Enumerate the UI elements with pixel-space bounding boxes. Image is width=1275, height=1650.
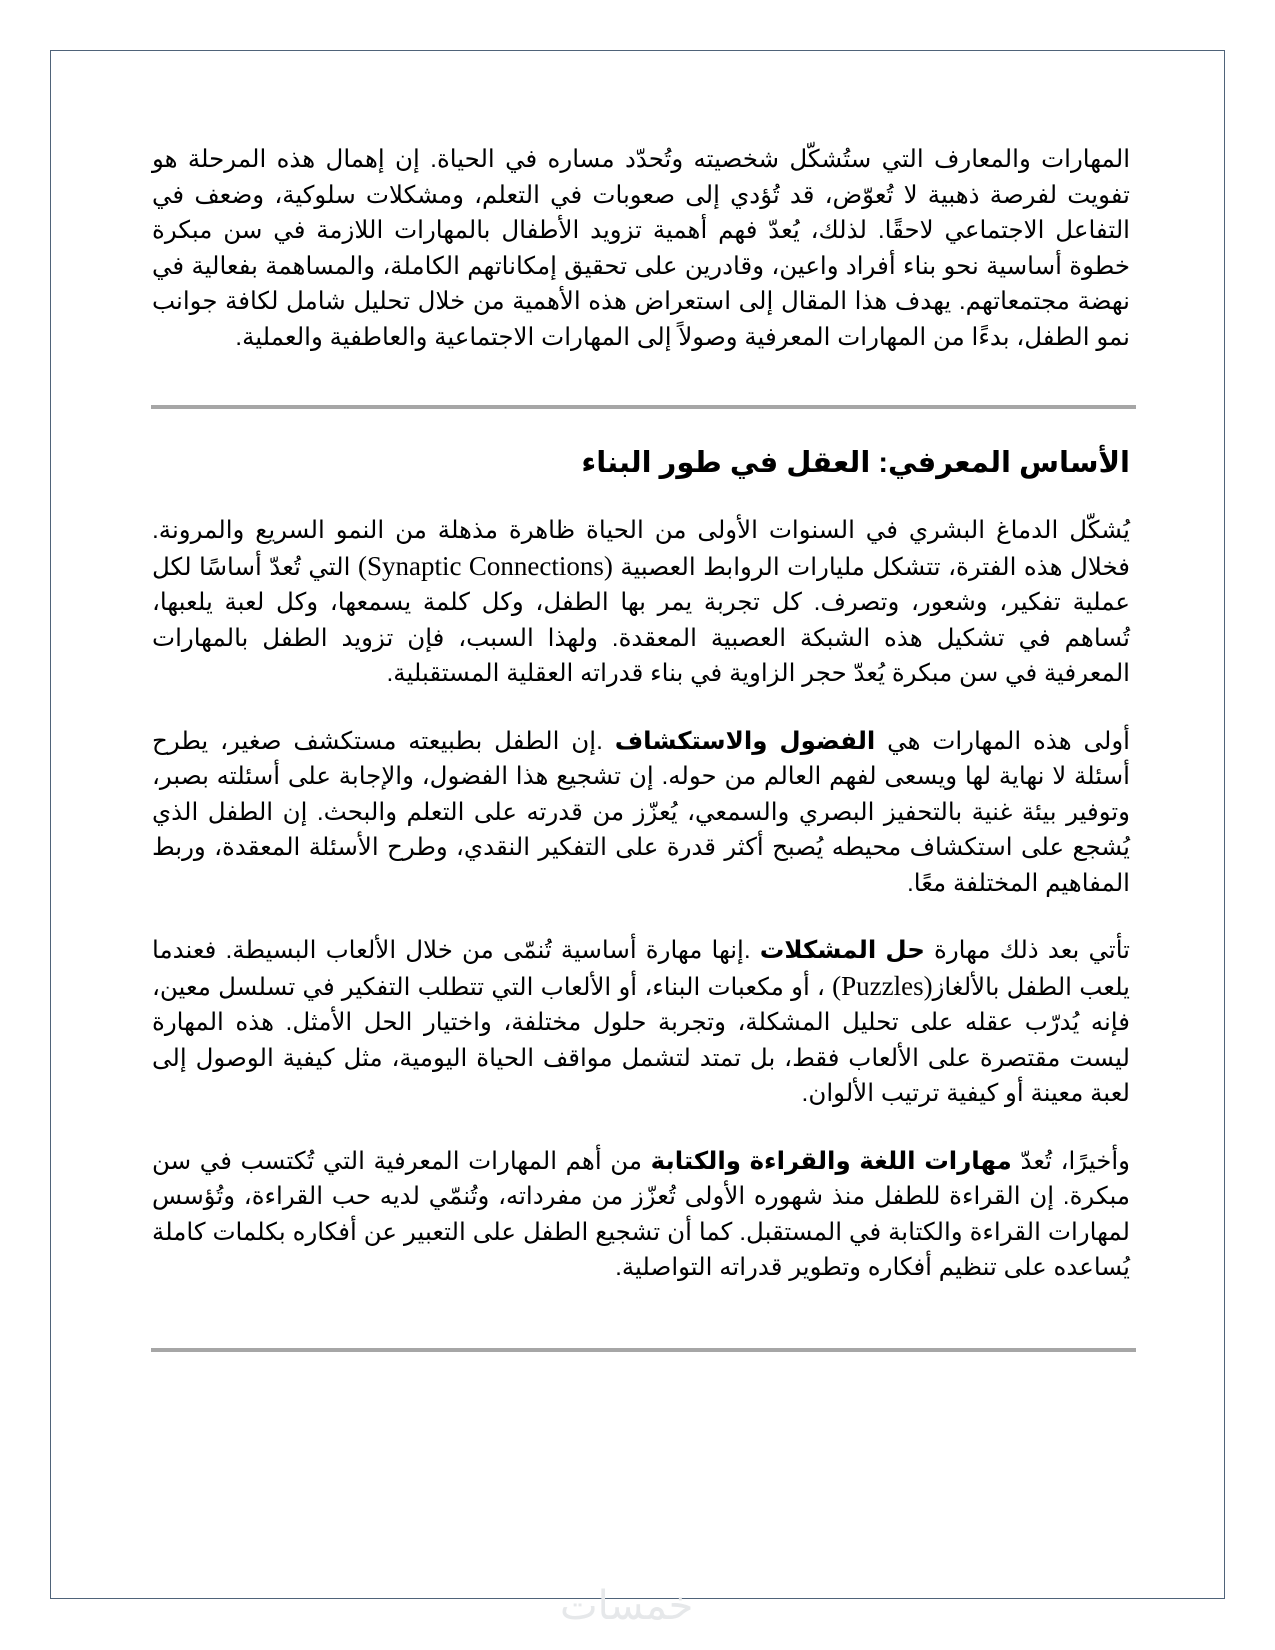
paragraph-problem-solving — [152, 933, 1130, 1112]
bold-term: الفضول والاستكشاف — [614, 727, 876, 755]
paragraph-text: .إن الطفل بطبيعته مستكشف صغير، يطرح أسئلة لا نهاية لها ويسعى لفهم العالم من حوله. إن تشجيع هذا الفضول، والإجابة على أسئلته بصبر، وتوفير بيئة غنية بالتحفيز البصري والسمعي، يُعزّز من قدرته على التعلم والبحث. إن الطفل الذي يُشجع على استكشاف محيطه يُصبح أكثر قدرة على التفكير النقدي، وطرح الأسئلة المعقدة، وربط المفاهيم المختلفة معًا. — [152, 727, 1130, 897]
paragraph-text: من أهم المهارات المعرفية التي تُكتسب في سن مبكرة. إن القراءة للطفل منذ شهوره الأولى تُعزّز من مفرداته، وتُنمّي لديه حب القراءة، وتُؤسس لمهارات القراءة والكتابة في المستقبل. كما أن تشجيع الطفل على التعبير عن أفكاره بكلمات كاملة يُساعده على تنظيم أفكاره وتطوير قدراته التواصلية. — [152, 1147, 1130, 1281]
paragraph-curiosity — [152, 724, 1130, 902]
document-content — [152, 142, 1130, 1352]
paragraph-text: ، أو مكعبات البناء، أو الألعاب التي تتطلب التفكير في تسلسل معين، فإنه يُدرّب عقله على تحليل المشكلة، وتجربة حلول مختلفة، واختيار الحل الأمثل. هذه المهارة ليست مقتصرة على الألعاب فقط، بل تمتد لتشمل مواقف الحياة اليومية، مثل كيفية الوصول إلى لعبة معينة أو كيفية ترتيب الألوان. — [152, 973, 1130, 1107]
paragraph-text: يُشكّل الدماغ البشري في السنوات الأولى من الحياة ظاهرة مذهلة من النمو السريع والمرونة. فخلال هذه الفترة، تتشكل مليارات الروابط العصبية — [152, 517, 1130, 581]
paragraph-text: وأخيرًا، تُعدّ — [1011, 1147, 1130, 1175]
paragraph-text: التي تُعدّ أساسًا لكل عملية تفكير، وشعور، وتصرف. كل تجربة يمر بها الطفل، وكل كلمة يسمعها، وكل لعبة يلعبها، تُساهم في تشكيل هذه الشبكة العصبية المعقدة. ولهذا السبب، فإن تزويد الطفل بالمهارات المعرفية في سن مبكرة يُعدّ حجر الزاوية في بناء قدراته العقلية المستقبلية. — [152, 553, 1130, 687]
paragraph-brain-development — [152, 513, 1130, 692]
paragraph-text: أولى هذه المهارات هي — [875, 727, 1130, 755]
paragraph-text: تأتي بعد ذلك مهارة — [924, 937, 1130, 964]
section-cognitive-foundation — [152, 443, 1130, 1286]
section-heading: الأساس المعرفي: العقل في طور البناء — [581, 447, 1130, 479]
watermark-logo: خمسات — [560, 1583, 694, 1629]
paragraph-language-skills — [152, 1144, 1130, 1286]
bold-term: مهارات اللغة والقراءة والكتابة — [650, 1147, 1012, 1175]
english-term: (Synaptic Connections) — [357, 550, 613, 581]
paragraph-text: .إنها مهارة أساسية تُنمّى من خلال الألعاب البسيطة. فعندما يلعب الطفل بالألغاز — [152, 937, 1131, 1001]
intro-paragraph: المهارات والمعارف التي ستُشكّل شخصيته وتُحدّد مساره في الحياة. إن إهمال هذه المرحلة هو تفويت لفرصة ذهبية لا تُعوّض، قد تُؤدي إلى صعوبات في التعلم، ومشكلات سلوكية، وضعف في التفاعل الاجتماعي لاحقًا. لذلك، يُعدّ فهم أهمية تزويد الأطفال بالمهارات اللازمة في سن مبكرة خطوة أساسية نحو بناء أفراد واعين، وقادرين على تحقيق إمكاناتهم الكاملة، والمساهمة بفعالية في نهضة مجتمعاتهم. يهدف هذا المقال إلى استعراض هذه الأهمية من خلال تحليل شامل لكافة جوانب نمو الطفل، بدءًا من المهارات المعرفية وصولاً إلى المهارات الاجتماعية والعاطفية والعملية. — [152, 146, 1130, 351]
english-term: (Puzzles) — [832, 970, 933, 1001]
section-divider — [151, 405, 1136, 409]
section-divider — [151, 1348, 1136, 1352]
bold-term: حل المشكلات — [759, 937, 925, 964]
